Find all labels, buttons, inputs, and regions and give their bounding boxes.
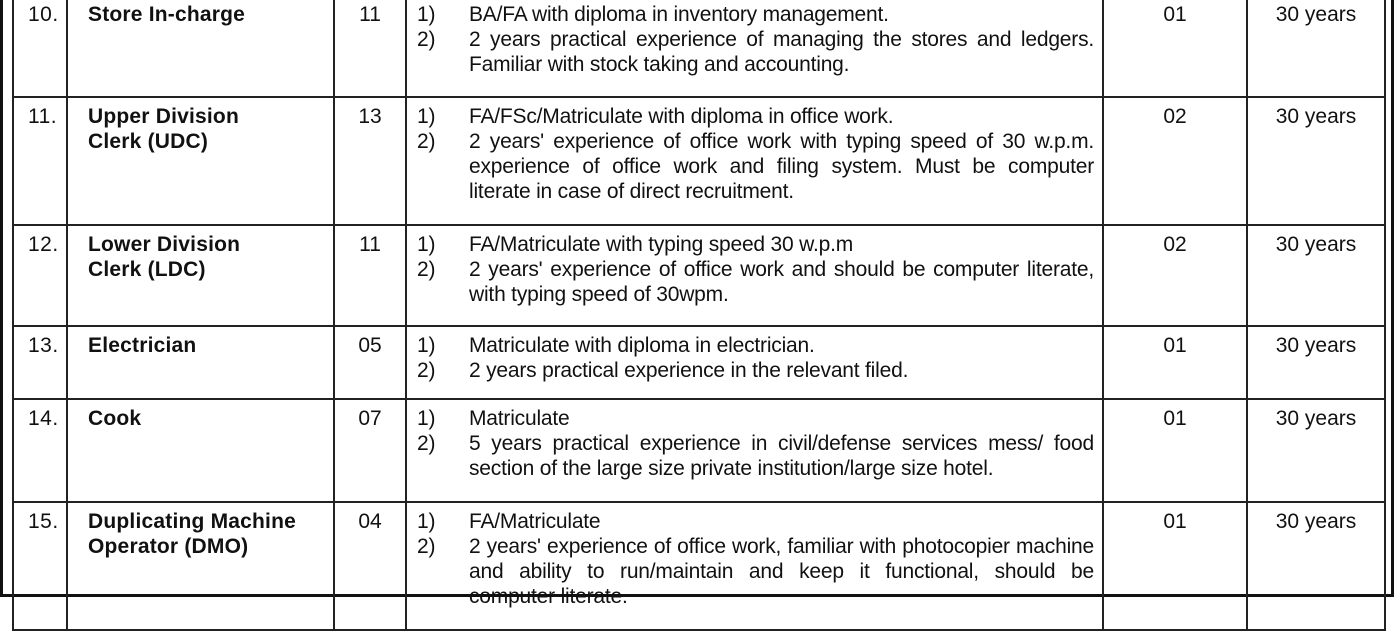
post-name-line: Clerk (UDC): [88, 130, 209, 153]
qualification-text: Matriculate: [469, 407, 570, 430]
number-of-posts: 01: [1103, 0, 1247, 97]
qualification-item: [417, 257, 1094, 307]
pay-scale: 04: [334, 502, 406, 630]
post-name: [67, 326, 334, 399]
qualification-text: FA/Matriculate: [469, 510, 601, 533]
qualification-number: 1): [417, 334, 436, 357]
post-name: [67, 399, 334, 502]
qualification-item: [417, 431, 1094, 481]
post-name: [67, 0, 334, 97]
post-name-line: Upper Division: [88, 105, 239, 128]
serial-number: 13.: [13, 326, 67, 399]
number-of-posts: 01: [1103, 326, 1247, 399]
age-limit: 30 years: [1247, 399, 1385, 502]
qualification-item: [417, 534, 1094, 609]
post-name: [67, 225, 334, 326]
qualification-text: 5 years practical experience in civil/defense services mess/ food section of the large size private institution/large size hotel.: [469, 432, 1094, 480]
post-name-line: Cook: [88, 407, 142, 430]
qualification-text: BA/FA with diploma in inventory management.: [469, 3, 889, 26]
qualification-number: 1): [417, 407, 436, 430]
table-row: [13, 225, 1385, 326]
qualification-text: 2 years practical experience of managing the stores and ledgers. Familiar with stock taking and accounting.: [469, 28, 1094, 76]
serial-number: 11.: [13, 97, 67, 225]
post-name: [67, 97, 334, 225]
qualification-text: FA/Matriculate with typing speed 30 w.p.m: [469, 233, 853, 256]
qualification-number: 2): [417, 535, 436, 558]
qualification-item: [417, 2, 1094, 27]
qualification-number: 2): [417, 432, 436, 455]
qualification-item: [417, 232, 1094, 257]
age-limit: 30 years: [1247, 225, 1385, 326]
age-limit: 30 years: [1247, 97, 1385, 225]
qualification-number: 2): [417, 258, 436, 281]
pay-scale: 11: [334, 0, 406, 97]
pay-scale: 13: [334, 97, 406, 225]
qualification-cell: [406, 0, 1103, 97]
qualification-number: 2): [417, 28, 436, 51]
serial-number: 12.: [13, 225, 67, 326]
qualification-cell: [406, 225, 1103, 326]
pay-scale: 05: [334, 326, 406, 399]
post-name-line: Lower Division: [88, 233, 241, 256]
serial-number: 15.: [13, 502, 67, 630]
post-name-line: Clerk (LDC): [88, 258, 206, 281]
qualification-text: 2 years practical experience in the relevant filed.: [469, 359, 909, 382]
age-limit: 30 years: [1247, 0, 1385, 97]
qualification-text: 2 years' experience of office work and should be computer literate, with typing speed of 30wpm.: [469, 258, 1094, 306]
qualification-text: Matriculate with diploma in electrician.: [469, 334, 815, 357]
post-name-line: Store In-charge: [88, 3, 246, 26]
qualification-item: [417, 129, 1094, 204]
pay-scale: 11: [334, 225, 406, 326]
pay-scale: 07: [334, 399, 406, 502]
serial-number: 10.: [13, 0, 67, 97]
number-of-posts: 01: [1103, 399, 1247, 502]
qualification-text: 2 years' experience of office work, familiar with photocopier machine and ability to run/maintain and keep it functional, should be computer literate.: [469, 535, 1094, 608]
table-row: [13, 0, 1385, 97]
qualification-item: [417, 358, 1094, 383]
qualification-item: [417, 333, 1094, 358]
table-row: [13, 97, 1385, 225]
qualification-cell: [406, 502, 1103, 630]
qualification-item: [417, 406, 1094, 431]
qualification-number: 1): [417, 105, 436, 128]
qualification-cell: [406, 97, 1103, 225]
qualification-number: 2): [417, 130, 436, 153]
post-name-line: Operator (DMO): [88, 535, 249, 558]
qualification-text: FA/FSc/Matriculate with diploma in office work.: [469, 105, 894, 128]
qualification-item: [417, 509, 1094, 534]
qualification-number: 1): [417, 3, 436, 26]
number-of-posts: 01: [1103, 502, 1247, 630]
qualification-cell: [406, 326, 1103, 399]
age-limit: 30 years: [1247, 502, 1385, 630]
job-posts-table: [12, 0, 1386, 631]
qualification-text: 2 years' experience of office work with typing speed of 30 w.p.m. experience of office work and filing system. Must be computer literate in case of direct recruitment.: [469, 130, 1094, 203]
serial-number: 14.: [13, 399, 67, 502]
qualification-cell: [406, 399, 1103, 502]
table-row: [13, 399, 1385, 502]
qualification-number: 1): [417, 510, 436, 533]
table-row: [13, 326, 1385, 399]
number-of-posts: 02: [1103, 225, 1247, 326]
post-name: [67, 502, 334, 630]
age-limit: 30 years: [1247, 326, 1385, 399]
post-name-line: Duplicating Machine: [88, 510, 296, 533]
post-name-line: Electrician: [88, 334, 197, 357]
qualification-item: [417, 27, 1094, 77]
qualification-number: 2): [417, 359, 436, 382]
qualification-item: [417, 104, 1094, 129]
qualification-number: 1): [417, 233, 436, 256]
number-of-posts: 02: [1103, 97, 1247, 225]
table-row: [13, 502, 1385, 630]
